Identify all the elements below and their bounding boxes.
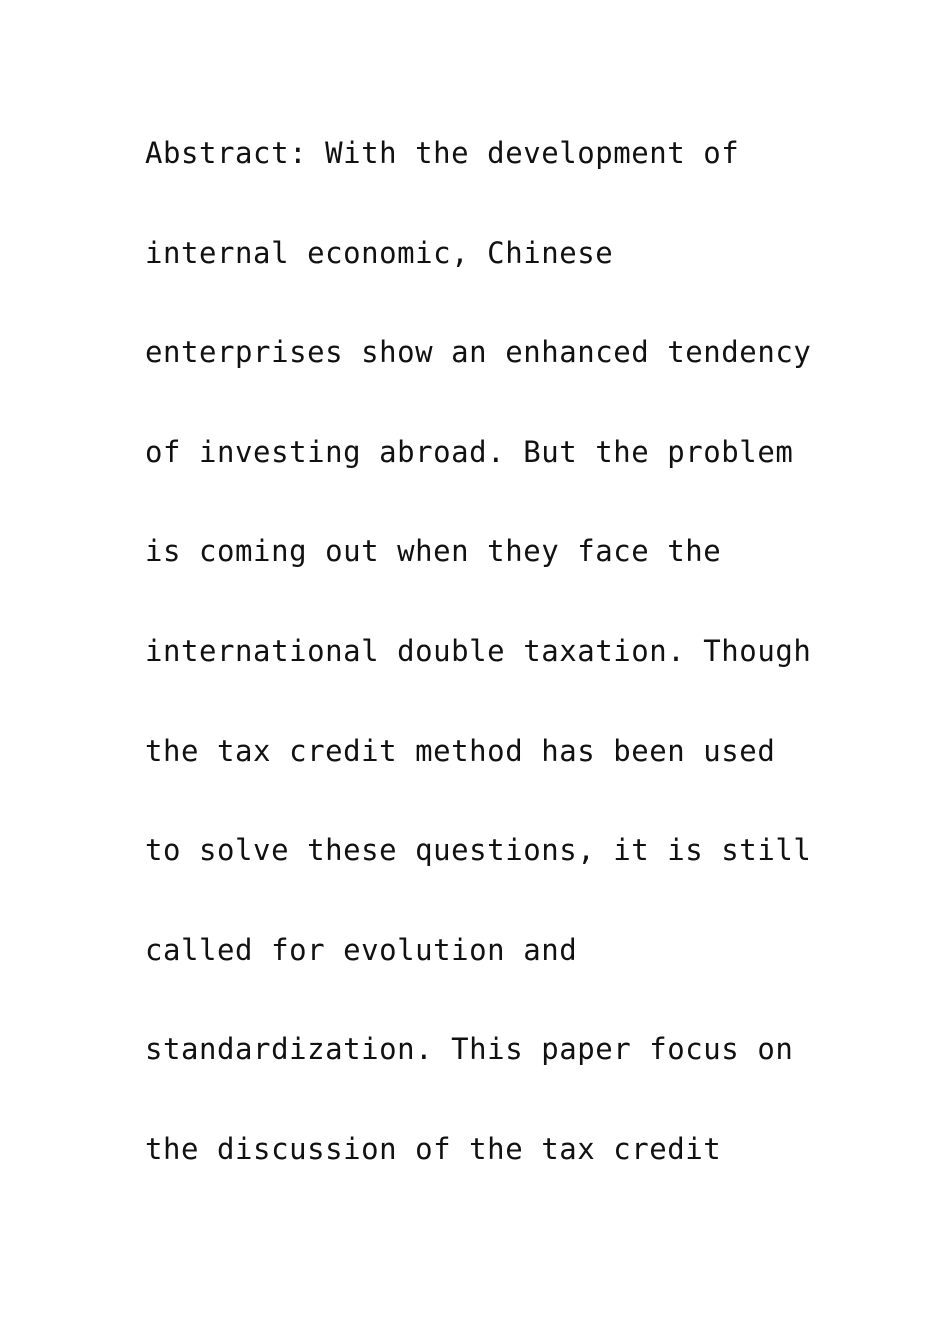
abstract-line: the discussion of the tax credit <box>145 1131 722 1166</box>
abstract-line: is coming out when they face the <box>145 534 722 569</box>
abstract-line: international double taxation. Though <box>145 633 812 668</box>
abstract-line: enterprises show an enhanced tendency <box>145 335 812 370</box>
abstract-line: Abstract: With the development of <box>145 136 740 170</box>
abstract-line: to solve these questions, it is still <box>145 833 812 868</box>
abstract-paragraph <box>145 125 825 1221</box>
abstract-line: standardization. This paper focus on <box>145 1032 794 1067</box>
abstract-line: called for evolution and <box>145 932 578 967</box>
abstract-line: the tax credit method has been used <box>145 733 776 768</box>
abstract-line: of investing abroad. But the problem <box>145 434 794 469</box>
abstract-line: internal economic, Chinese <box>145 235 614 270</box>
